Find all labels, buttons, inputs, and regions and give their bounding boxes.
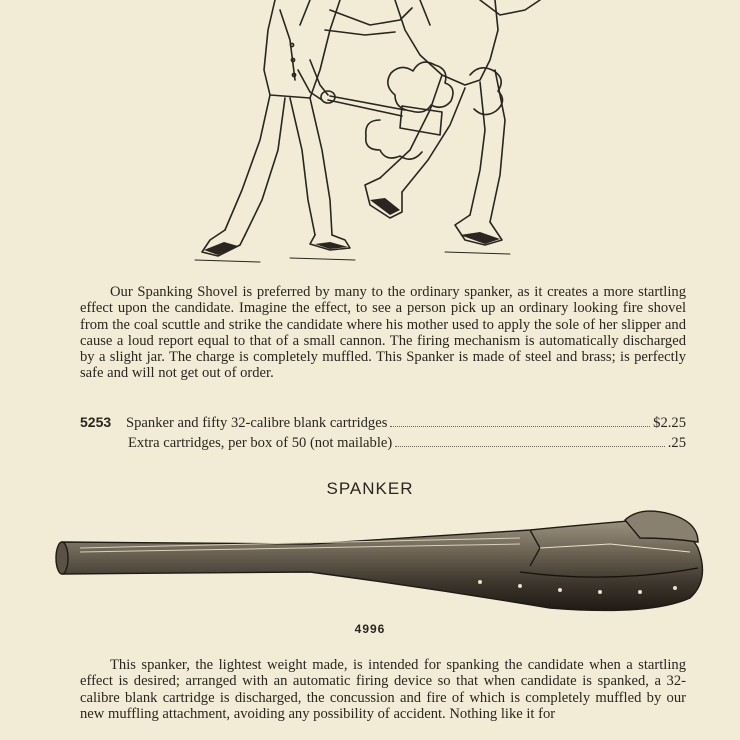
item-price: $2.25	[653, 415, 686, 431]
item-description: Spanker and fifty 32-calibre blank cartridges	[126, 415, 388, 431]
paragraph-text: This spanker, the lightest weight made, is intended for spanking the candidate when a startling effect is desired; arranged with an automatic firing device so that when candidate is spanked, a 32-calibre blank cartridge is discharged, the concussion and fire of which is completely muffled by our new muffling attachment, avoiding any possibility of accident. Nothing like it for	[80, 657, 686, 722]
item-number: 5253	[80, 414, 112, 430]
leader-dots	[390, 426, 650, 427]
spanker-paddle-illustration	[50, 508, 710, 618]
item-price: .25	[667, 435, 686, 451]
leader-dots	[395, 446, 665, 447]
price-row-extra-cartridges	[80, 435, 686, 453]
figure-number: 4996	[354, 622, 386, 636]
spanking-shovel-description	[80, 284, 686, 382]
paragraph-text: Our Spanking Shovel is preferred by many to the ordinary spanker, as it creates a more startling effect upon the candidate. Imagine the effect, to see a person pick up an ordinary looking fire shovel from the coal scuttle and strike the candidate where his mother used to apply the sole of her slipper and cause a loud report equal to that of a small cannon. The firing mechanism is automatically discharged by a slight jar. The charge is completely muffled. This Spanker is made of steel and brass; is perfectly safe and will not get out of order.	[80, 284, 686, 382]
spanking-shovel-illustration	[180, 0, 560, 270]
item-description: Extra cartridges, per box of 50 (not mailable)	[128, 435, 393, 451]
spanker-description	[80, 657, 686, 722]
section-heading: SPANKER	[326, 479, 414, 498]
price-row-5253	[80, 414, 686, 432]
